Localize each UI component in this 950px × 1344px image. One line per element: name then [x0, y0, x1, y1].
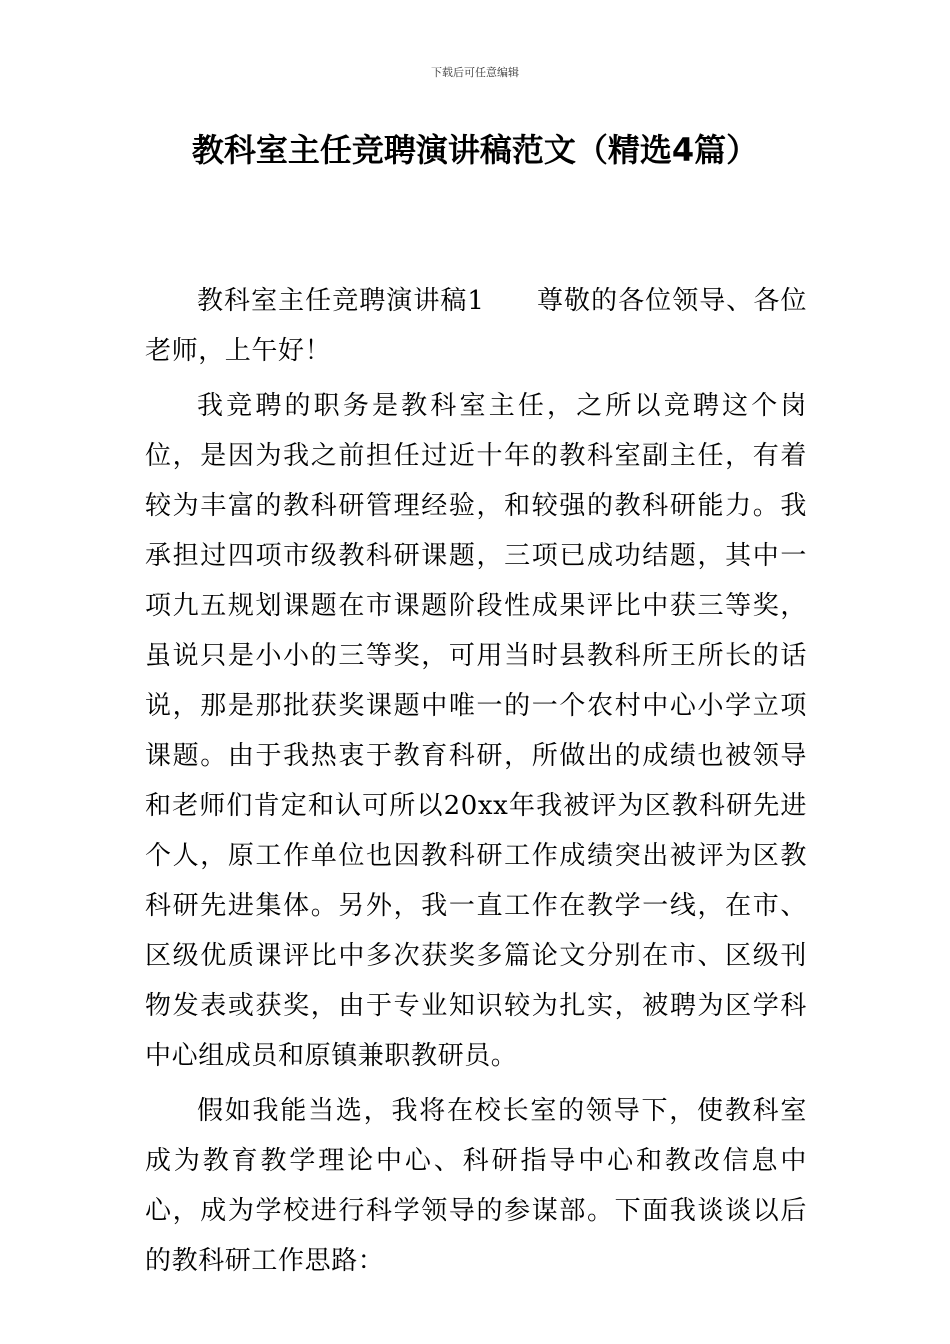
document-body — [145, 276, 807, 1286]
header-note: 下载后可任意编辑 — [431, 66, 519, 79]
paragraph-text: 尊敬的各位领导、各位老师，上午好！ — [145, 286, 807, 366]
section-heading: 教科室主任竞聘演讲稿1 — [197, 286, 485, 316]
paragraph-text: 假如我能当选，我将在校长室的领导下，使教科室成为教育教学理论中心、科研指导中心和教改信息中心，成为学校进行科学领导的参谋部。下面我谈谈以后的教科研工作思路： — [145, 1096, 807, 1276]
paragraph-2 — [145, 381, 807, 1081]
paragraph-3 — [145, 1086, 807, 1286]
paragraph-text: 我竞聘的职务是教科室主任，之所以竞聘这个岗位，是因为我之前担任过近十年的教科室副主任，有着较为丰富的教科研管理经验，和较强的教科研能力。我承担过四项市级教科研课题，三项已成功结题，其中一项九五规划课题在市课题阶段性成果评比中获三等奖，虽说只是小小的三等奖，可用当时县教科所王所长的话说，那是那批获奖课题中唯一的一个农村中心小学立项课题。由于我热衷于教育科研，所做出的成绩也被领导和老师们肯定和认可所以20xx年我被评为区教科研先进个人，原工作单位也因教科研工作成绩突出被评为区教科研先进集体。另外，我一直工作在教学一线，在市、区级优质课评比中多次获奖多篇论文分别在市、区级刊物发表或获奖，由于专业知识较为扎实，被聘为区学科中心组成员和原镇兼职教研员。 — [145, 391, 807, 1071]
paragraph-1 — [145, 276, 807, 376]
document-title: 教科室主任竞聘演讲稿范文（精选4篇） — [191, 131, 759, 169]
